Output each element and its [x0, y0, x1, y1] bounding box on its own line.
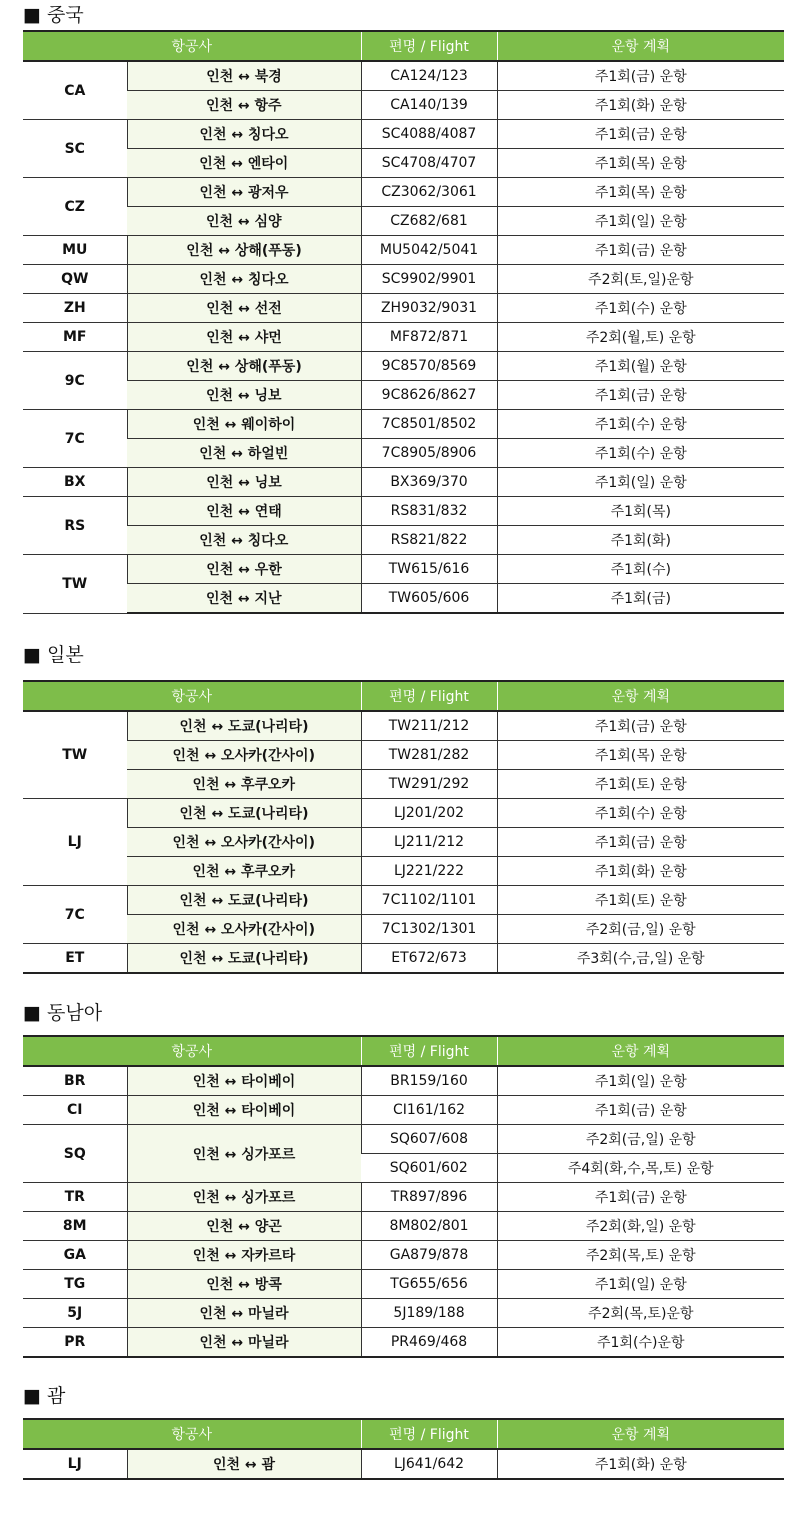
route: 인천 ↔ 우한	[127, 555, 361, 584]
route: 인천 ↔ 도쿄(나리타)	[127, 944, 361, 974]
table-row	[23, 1241, 784, 1270]
flight-number: CI161/162	[361, 1096, 497, 1125]
flight-number: 5J189/188	[361, 1299, 497, 1328]
table-row	[23, 1449, 784, 1479]
table-row	[23, 497, 784, 526]
table-row	[23, 828, 784, 857]
airline-code: LJ	[23, 1449, 127, 1479]
route: 인천 ↔ 도쿄(나리타)	[127, 799, 361, 828]
airline-code: PR	[23, 1328, 127, 1358]
header-airline: 항공사	[23, 1419, 361, 1449]
table-row	[23, 1270, 784, 1299]
flight-number: PR469/468	[361, 1328, 497, 1358]
route: 인천 ↔ 칭다오	[127, 526, 361, 555]
flight-number: GA879/878	[361, 1241, 497, 1270]
airline-code: 9C	[23, 352, 127, 410]
table-row	[23, 352, 784, 381]
route: 인천 ↔ 닝보	[127, 468, 361, 497]
table-row	[23, 1183, 784, 1212]
flight-number: TW281/282	[361, 741, 497, 770]
route: 인천 ↔ 광저우	[127, 178, 361, 207]
table-row	[23, 236, 784, 265]
route: 인천 ↔ 항주	[127, 91, 361, 120]
airline-code: MF	[23, 323, 127, 352]
flight-number: CZ3062/3061	[361, 178, 497, 207]
table-row	[23, 149, 784, 178]
flight-number: 7C1102/1101	[361, 886, 497, 915]
route: 인천 ↔ 샤먼	[127, 323, 361, 352]
operation-plan: 주1회(수)	[497, 555, 784, 584]
airline-code: BX	[23, 468, 127, 497]
table-row	[23, 944, 784, 974]
flight-number: TW291/292	[361, 770, 497, 799]
table-row	[23, 886, 784, 915]
flight-number: TW605/606	[361, 584, 497, 614]
section-title: ■ 일본	[23, 644, 84, 666]
header-airline: 항공사	[23, 31, 361, 61]
flight-number: 7C8905/8906	[361, 439, 497, 468]
operation-plan: 주1회(목)	[497, 497, 784, 526]
route: 인천 ↔ 상해(푸동)	[127, 352, 361, 381]
route: 인천 ↔ 후쿠오카	[127, 857, 361, 886]
route: 인천 ↔ 괌	[127, 1449, 361, 1479]
flight-number: 7C8501/8502	[361, 410, 497, 439]
route: 인천 ↔ 북경	[127, 61, 361, 91]
operation-plan: 주1회(목) 운항	[497, 149, 784, 178]
airline-code: CA	[23, 61, 127, 120]
operation-plan: 주1회(화) 운항	[497, 91, 784, 120]
airline-code: 7C	[23, 886, 127, 944]
flight-number: SC4708/4707	[361, 149, 497, 178]
operation-plan: 주2회(월,토) 운항	[497, 323, 784, 352]
operation-plan: 주4회(화,수,목,토) 운항	[497, 1154, 784, 1183]
header-plan: 운항 계획	[497, 1419, 784, 1449]
flight-number: TR897/896	[361, 1183, 497, 1212]
flight-number: MF872/871	[361, 323, 497, 352]
flight-table	[23, 1418, 784, 1480]
operation-plan: 주1회(금) 운항	[497, 711, 784, 741]
table-row	[23, 381, 784, 410]
operation-plan: 주1회(목) 운항	[497, 741, 784, 770]
operation-plan: 주2회(금,일) 운항	[497, 1125, 784, 1154]
route: 인천 ↔ 상해(푸동)	[127, 236, 361, 265]
airline-code: TW	[23, 711, 127, 799]
operation-plan: 주1회(금) 운항	[497, 1096, 784, 1125]
operation-plan: 주3회(수,금,일) 운항	[497, 944, 784, 974]
airline-code: TR	[23, 1183, 127, 1212]
table-row	[23, 857, 784, 886]
airline-code: CZ	[23, 178, 127, 236]
operation-plan: 주1회(수)운항	[497, 1328, 784, 1358]
flight-number: MU5042/5041	[361, 236, 497, 265]
operation-plan: 주1회(월) 운항	[497, 352, 784, 381]
flight-number: LJ201/202	[361, 799, 497, 828]
route: 인천 ↔ 웨이하이	[127, 410, 361, 439]
route: 인천 ↔ 칭다오	[127, 120, 361, 149]
table-row	[23, 915, 784, 944]
table-row	[23, 799, 784, 828]
flight-number: BX369/370	[361, 468, 497, 497]
operation-plan: 주1회(일) 운항	[497, 207, 784, 236]
airline-code: 5J	[23, 1299, 127, 1328]
airline-code: RS	[23, 497, 127, 555]
table-row	[23, 439, 784, 468]
flight-number: CZ682/681	[361, 207, 497, 236]
operation-plan: 주1회(금) 운항	[497, 1183, 784, 1212]
airline-code: QW	[23, 265, 127, 294]
route: 인천 ↔ 연태	[127, 497, 361, 526]
operation-plan: 주1회(일) 운항	[497, 1066, 784, 1096]
flight-number: LJ641/642	[361, 1449, 497, 1479]
table-row	[23, 1125, 784, 1154]
table-row	[23, 584, 784, 614]
header-flight: 편명 / Flight	[361, 1036, 497, 1066]
flight-number: 9C8626/8627	[361, 381, 497, 410]
flight-number: 7C1302/1301	[361, 915, 497, 944]
route: 인천 ↔ 자카르타	[127, 1241, 361, 1270]
header-flight: 편명 / Flight	[361, 31, 497, 61]
airline-code: GA	[23, 1241, 127, 1270]
header-plan: 운항 계획	[497, 1036, 784, 1066]
flight-number: ET672/673	[361, 944, 497, 974]
table-header-row	[23, 1419, 784, 1449]
table-row	[23, 741, 784, 770]
route: 인천 ↔ 마닐라	[127, 1328, 361, 1358]
table-row	[23, 770, 784, 799]
operation-plan: 주1회(금) 운항	[497, 828, 784, 857]
airline-code: ET	[23, 944, 127, 974]
operation-plan: 주1회(금)	[497, 584, 784, 614]
airline-code: ZH	[23, 294, 127, 323]
route: 인천 ↔ 타이베이	[127, 1096, 361, 1125]
flight-number: RS821/822	[361, 526, 497, 555]
airline-code: BR	[23, 1066, 127, 1096]
operation-plan: 주1회(목) 운항	[497, 178, 784, 207]
flight-number: SC4088/4087	[361, 120, 497, 149]
flight-number: LJ211/212	[361, 828, 497, 857]
route: 인천 ↔ 오사카(간사이)	[127, 828, 361, 857]
operation-plan: 주2회(화,일) 운항	[497, 1212, 784, 1241]
operation-plan: 주2회(목,토)운항	[497, 1299, 784, 1328]
flight-number: ZH9032/9031	[361, 294, 497, 323]
operation-plan: 주1회(수) 운항	[497, 410, 784, 439]
operation-plan: 주1회(금) 운항	[497, 381, 784, 410]
table-row	[23, 207, 784, 236]
section-title: ■ 괌	[23, 1385, 66, 1407]
table-row	[23, 1066, 784, 1096]
operation-plan: 주1회(금) 운항	[497, 61, 784, 91]
table-row	[23, 178, 784, 207]
route: 인천 ↔ 싱가포르	[127, 1183, 361, 1212]
operation-plan: 주1회(수) 운항	[497, 294, 784, 323]
flight-number: SQ607/608	[361, 1125, 497, 1154]
table-row	[23, 468, 784, 497]
table-row	[23, 61, 784, 91]
flight-number: 9C8570/8569	[361, 352, 497, 381]
airline-code: TW	[23, 555, 127, 614]
table-row	[23, 265, 784, 294]
airline-code: LJ	[23, 799, 127, 886]
operation-plan: 주1회(금) 운항	[497, 120, 784, 149]
operation-plan: 주1회(화) 운항	[497, 1449, 784, 1479]
airline-code: SQ	[23, 1125, 127, 1183]
route: 인천 ↔ 후쿠오카	[127, 770, 361, 799]
table-row	[23, 1299, 784, 1328]
flight-number: CA140/139	[361, 91, 497, 120]
route: 인천 ↔ 도쿄(나리타)	[127, 886, 361, 915]
airline-code: TG	[23, 1270, 127, 1299]
header-flight: 편명 / Flight	[361, 1419, 497, 1449]
table-row	[23, 294, 784, 323]
table-row	[23, 526, 784, 555]
table-row	[23, 1212, 784, 1241]
header-flight: 편명 / Flight	[361, 681, 497, 711]
route: 인천 ↔ 타이베이	[127, 1066, 361, 1096]
flight-table	[23, 30, 784, 614]
route: 인천 ↔ 칭다오	[127, 265, 361, 294]
table-header-row	[23, 31, 784, 61]
operation-plan: 주1회(화) 운항	[497, 857, 784, 886]
flight-number: LJ221/222	[361, 857, 497, 886]
table-row	[23, 1096, 784, 1125]
route: 인천 ↔ 지난	[127, 584, 361, 614]
route: 인천 ↔ 양곤	[127, 1212, 361, 1241]
table-row	[23, 410, 784, 439]
section-title: ■ 동남아	[23, 1002, 103, 1024]
header-plan: 운항 계획	[497, 681, 784, 711]
flight-table	[23, 680, 784, 974]
table-row	[23, 1328, 784, 1358]
airline-code: 8M	[23, 1212, 127, 1241]
flight-number: RS831/832	[361, 497, 497, 526]
route: 인천 ↔ 하얼빈	[127, 439, 361, 468]
flight-number: SC9902/9901	[361, 265, 497, 294]
header-airline: 항공사	[23, 1036, 361, 1066]
flight-number: CA124/123	[361, 61, 497, 91]
operation-plan: 주1회(일) 운항	[497, 468, 784, 497]
operation-plan: 주2회(토,일)운항	[497, 265, 784, 294]
flight-number: TW211/212	[361, 711, 497, 741]
operation-plan: 주2회(목,토) 운항	[497, 1241, 784, 1270]
table-row	[23, 120, 784, 149]
route: 인천 ↔ 엔타이	[127, 149, 361, 178]
route: 인천 ↔ 방콕	[127, 1270, 361, 1299]
operation-plan: 주1회(금) 운항	[497, 236, 784, 265]
route: 인천 ↔ 심양	[127, 207, 361, 236]
operation-plan: 주1회(수) 운항	[497, 439, 784, 468]
table-row	[23, 323, 784, 352]
airline-code: 7C	[23, 410, 127, 468]
flight-number: BR159/160	[361, 1066, 497, 1096]
header-plan: 운항 계획	[497, 31, 784, 61]
route: 인천 ↔ 싱가포르	[127, 1125, 361, 1183]
flight-table	[23, 1035, 784, 1358]
table-row	[23, 91, 784, 120]
table-header-row	[23, 681, 784, 711]
table-row	[23, 555, 784, 584]
flight-number: TG655/656	[361, 1270, 497, 1299]
route: 인천 ↔ 오사카(간사이)	[127, 915, 361, 944]
section-title: ■ 중국	[23, 4, 84, 26]
operation-plan: 주1회(화)	[497, 526, 784, 555]
flight-number: TW615/616	[361, 555, 497, 584]
operation-plan: 주1회(토) 운항	[497, 770, 784, 799]
operation-plan: 주1회(토) 운항	[497, 886, 784, 915]
operation-plan: 주1회(일) 운항	[497, 1270, 784, 1299]
airline-code: CI	[23, 1096, 127, 1125]
operation-plan: 주2회(금,일) 운항	[497, 915, 784, 944]
flight-number: SQ601/602	[361, 1154, 497, 1183]
operation-plan: 주1회(수) 운항	[497, 799, 784, 828]
route: 인천 ↔ 선전	[127, 294, 361, 323]
airline-code: SC	[23, 120, 127, 178]
route: 인천 ↔ 도쿄(나리타)	[127, 711, 361, 741]
route: 인천 ↔ 마닐라	[127, 1299, 361, 1328]
header-airline: 항공사	[23, 681, 361, 711]
airline-code: MU	[23, 236, 127, 265]
route: 인천 ↔ 오사카(간사이)	[127, 741, 361, 770]
flight-number: 8M802/801	[361, 1212, 497, 1241]
route: 인천 ↔ 닝보	[127, 381, 361, 410]
table-header-row	[23, 1036, 784, 1066]
table-row	[23, 711, 784, 741]
